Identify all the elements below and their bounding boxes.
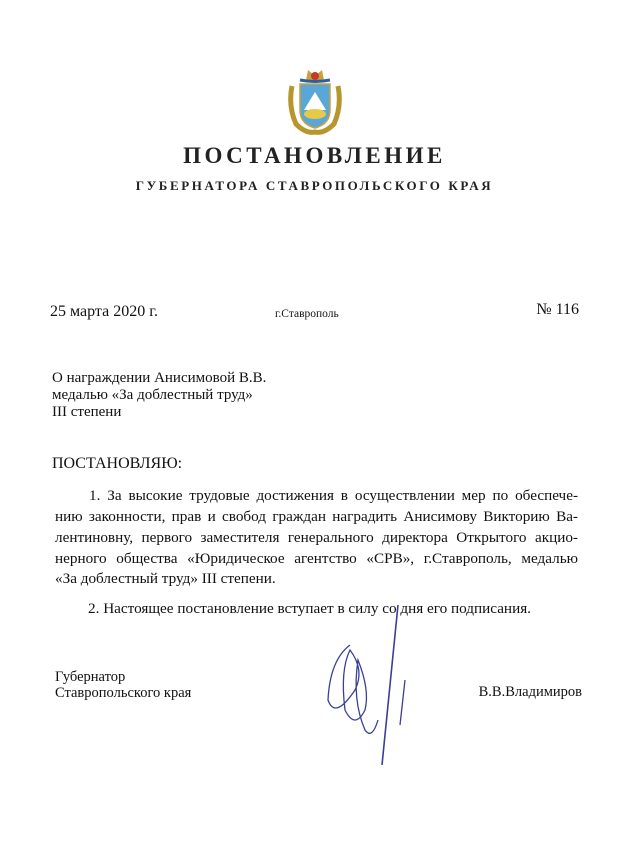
item1-line: «За доблестный труд» III степени. <box>55 570 276 587</box>
signatory-name: В.В.Владимиров <box>478 684 582 700</box>
subject-line: медалью «За доблестный труд» <box>52 387 253 403</box>
item1-line: нерного общества «Юридическое агентство «СРВ», г.Ставрополь, медалью <box>55 550 578 567</box>
item1-line: лентиновну, первого заместителя генерального директора Открытого акцио- <box>55 529 578 546</box>
item2-paragraph: 2. Настоящее постановление вступает в силу со дня его подписания. <box>88 600 531 617</box>
document-date: 25 марта 2020 г. <box>50 303 158 320</box>
document-number: № 116 <box>536 301 579 318</box>
handwritten-signature <box>310 600 420 770</box>
document-subtitle: ГУБЕРНАТОРА СТАВРОПОЛЬСКОГО КРАЯ <box>135 178 494 193</box>
decree-heading: ПОСТАНОВЛЯЮ: <box>52 455 183 472</box>
item1-line: нию законности, прав и свобод граждан наградить Анисимову Викторию Ва- <box>55 508 578 525</box>
subject-line: III степени <box>52 404 122 420</box>
item1-line: 1. За высокие трудовые достижения в осуществлении мер по обеспече- <box>89 487 578 504</box>
document-city: г.Ставрополь <box>275 308 339 320</box>
signatory-position: Ставропольского края <box>55 685 192 701</box>
subject-line: О награждении Анисимовой В.В. <box>52 370 267 386</box>
signatory-position: Губернатор <box>55 669 126 685</box>
document-title: ПОСТАНОВЛЕНИЕ <box>183 143 446 168</box>
coat-of-arms-emblem <box>286 66 344 136</box>
